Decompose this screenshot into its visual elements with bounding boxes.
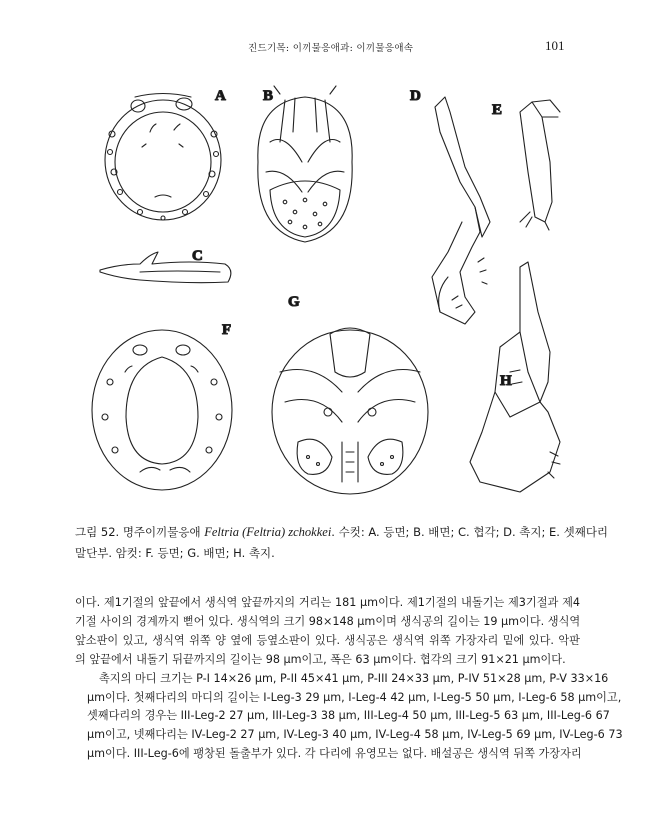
drawing-f-female-dorsal	[92, 330, 232, 490]
paragraph-2	[75, 670, 623, 765]
text-line: 셋째다리의 경우는 III-Leg-2 27 μm, III-Leg-3 38 μm, III-Leg-4 50 μm, III-Leg-5 63 μm, III-Leg-6 67	[87, 709, 610, 723]
drawing-a-male-dorsal	[105, 94, 221, 221]
panel-label-f: F	[222, 322, 232, 338]
figure-caption	[75, 522, 609, 564]
drawing-h-female-palp	[470, 262, 560, 492]
text-line: 기절 사이의 경계까지 뻗어 있다. 생식역의 크기 98×148 μm이며 생식공의 길이는 19 μm이다. 생식역	[75, 614, 581, 628]
drawing-g-female-ventral	[272, 328, 428, 494]
text-line: μm이다. III-Leg-6에 팽창된 돌출부가 있다. 각 다리에 유영모는 없다. 배설공은 생식역 뒤쪽 가장자리	[87, 747, 582, 761]
text-line: 촉지의 마디 크기는 P-I 14×26 μm, P-II 45×41 μm, P-III 24×33 μm, P-IV 51×28 μm, P-V 33×16	[99, 671, 609, 685]
drawing-c-chelicera	[100, 252, 231, 283]
page-header	[0, 38, 652, 56]
text-line: 의 앞끝에서 내돌기 뒤끝까지의 길이는 98 μm이고, 폭은 63 μm이다. 협각의 크기 91×21 μm이다.	[75, 652, 566, 666]
drawing-e-third-leg-terminal	[520, 100, 560, 230]
body-text	[75, 594, 623, 764]
panel-label-g: G	[288, 294, 300, 310]
caption-species: Feltria (Feltria) zchokkei	[204, 525, 332, 539]
text-line: 이다. 제1기절의 앞끝에서 생식역 앞끝까지의 거리는 181 μm이다. 제1기절의 내돌기는 제3기절과 제4	[75, 596, 580, 609]
caption-line-2: 말단부. 암컷: F. 등면; G. 배면; H. 촉지.	[75, 546, 275, 560]
panel-label-b: B	[263, 88, 274, 104]
caption-line-1	[75, 522, 609, 543]
text-line: 앞소판이 있고, 생식역 위쪽 양 옆에 등옆소판이 있다. 생식공은 생식역 위쪽 가장자리 밑에 있다. 악판	[75, 633, 580, 647]
caption-line1-rest: . 수컷: A. 등면; B. 배면; C. 협각; D. 촉지; E. 셋째다리	[331, 525, 609, 539]
panel-label-e: E	[492, 102, 503, 118]
drawing-b-male-ventral	[258, 86, 352, 242]
panel-label-c: C	[192, 248, 203, 264]
paragraph-1	[75, 594, 580, 670]
running-title: 진드기목: 이끼물응애과: 이끼물응애속	[248, 43, 414, 54]
text-line: μm이다. 첫째다리의 마디의 길이는 I-Leg-3 29 μm, I-Leg-4 42 μm, I-Leg-5 50 μm, I-Leg-6 58 μm이고,	[87, 690, 622, 704]
text-line: μm이고, 넷째다리는 IV-Leg-2 27 μm, IV-Leg-3 40 μm, IV-Leg-4 58 μm, IV-Leg-5 69 μm, IV-Leg-6 73	[87, 728, 623, 742]
panel-label-a: A	[215, 88, 226, 104]
panel-label-d: D	[410, 88, 421, 104]
panel-label-h: H	[500, 373, 512, 389]
drawing-d-male-palp	[432, 97, 490, 324]
figure-52	[80, 72, 580, 512]
page-number: 101	[545, 38, 565, 53]
figure-52-drawings	[80, 72, 580, 512]
caption-prefix: 그림 52. 명주이끼물응애	[75, 525, 205, 539]
